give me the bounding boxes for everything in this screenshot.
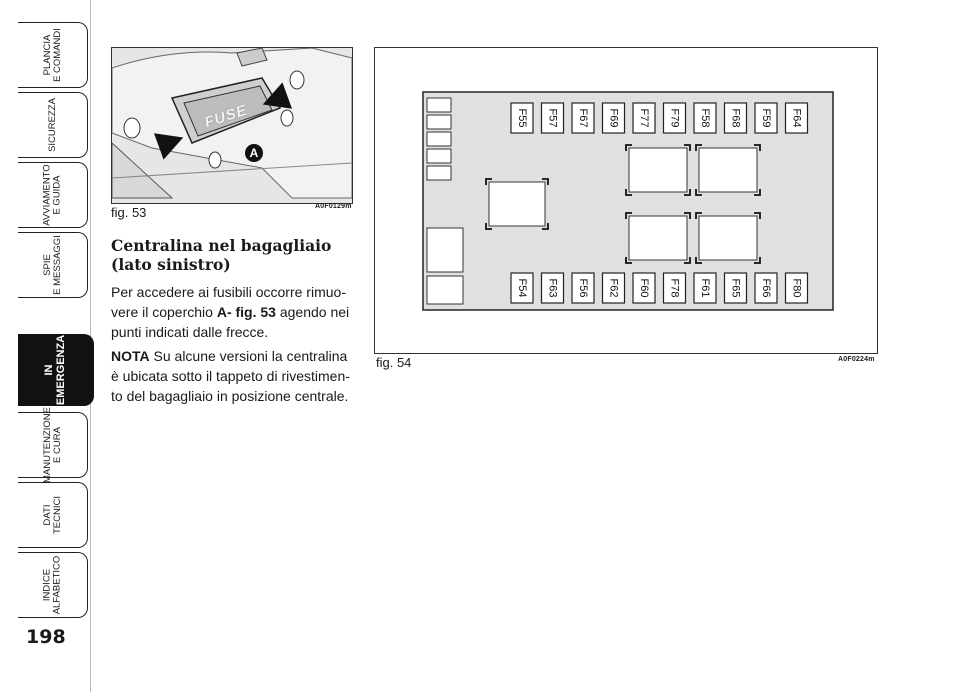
tab-label: MANUTENZIONE E CURA xyxy=(41,407,63,483)
fuse-label: F77 xyxy=(638,108,650,128)
fig54-code: A0F0224m xyxy=(838,356,875,363)
slot-cell xyxy=(427,166,451,180)
relay-socket xyxy=(696,145,760,195)
fuse-f65 xyxy=(725,273,747,303)
relay-socket xyxy=(486,179,548,229)
tab-indice-alfabetico[interactable] xyxy=(18,552,88,618)
large-slot-cell xyxy=(427,276,463,304)
page-number: 198 xyxy=(26,626,66,648)
tab-label: PLANCIA E COMANDI xyxy=(41,28,63,82)
fuse-label: F79 xyxy=(668,108,681,128)
tab-avviamento-e-guida[interactable] xyxy=(18,162,88,228)
fuse-label: F78 xyxy=(668,278,681,298)
fuse-label: F57 xyxy=(546,108,559,128)
fuse-f60 xyxy=(633,273,655,303)
fuse-label: F55 xyxy=(516,108,528,128)
tab-label: IN EMERGENZA xyxy=(43,334,68,406)
fuse-f62 xyxy=(603,273,625,303)
slot-cell xyxy=(427,98,451,112)
marker-a-badge: A xyxy=(245,144,263,162)
fuse-f58 xyxy=(694,103,716,133)
fuse-f56 xyxy=(572,273,594,303)
slot-cell xyxy=(427,149,451,163)
fuse-f66 xyxy=(755,273,777,303)
tab-label: SPIE E MESSAGGI xyxy=(41,235,63,295)
fuse-label: F63 xyxy=(546,278,559,298)
paragraph-text: Su alcune versioni la centralina è ubicata sotto il tappeto di rivestimen-to del bagagliaio in posizione centrale. xyxy=(111,348,350,404)
fuse-label: F61 xyxy=(699,278,711,298)
paragraph-text: agendo nei punti indicati dalle frecce. xyxy=(111,304,350,340)
fuse-label: F67 xyxy=(577,108,589,128)
large-slot-cell xyxy=(427,228,463,272)
paragraph-access xyxy=(111,282,356,342)
tab-sicurezza[interactable] xyxy=(18,92,88,158)
fuse-box-drawing xyxy=(375,48,877,353)
tab-dati-tecnici[interactable] xyxy=(18,482,88,548)
fuse-f57 xyxy=(542,103,564,133)
fuse-cover-label: FUSE xyxy=(202,101,250,132)
fig53-code: A0F0129m xyxy=(315,203,352,210)
fuse-f63 xyxy=(542,273,564,303)
relay-socket xyxy=(626,213,690,263)
fuse-f78 xyxy=(664,273,686,303)
fuse-label: F65 xyxy=(729,278,742,298)
fig53-illustration xyxy=(111,47,353,204)
fuse-label: F58 xyxy=(699,108,711,128)
fuse-f79 xyxy=(664,103,686,133)
section-heading: Centralina nel bagagliaio (lato sinistro) xyxy=(111,236,332,274)
chapter-tabs xyxy=(18,22,94,642)
fuse-f54 xyxy=(511,273,533,303)
fuse-f59 xyxy=(755,103,777,133)
fuse-label: F56 xyxy=(577,278,589,298)
fig54-fuse-box-diagram xyxy=(374,47,878,354)
tab-plancia-e-comandi[interactable] xyxy=(18,22,88,88)
fuse-f55 xyxy=(511,103,533,133)
tab-label: DATI TECNICI xyxy=(41,496,63,534)
fuse-label: F62 xyxy=(607,278,620,298)
slot-cell xyxy=(427,115,451,129)
fig54-caption: fig. 54 xyxy=(376,355,412,370)
fuse-label: F64 xyxy=(790,108,803,128)
tab-label: SICUREZZA xyxy=(46,98,58,152)
figure-reference: A- fig. 53 xyxy=(216,304,276,320)
tab-in-emergenza[interactable] xyxy=(18,334,94,406)
fig53-caption: fig. 53 xyxy=(111,205,147,220)
fuse-f69 xyxy=(603,103,625,133)
fuse-f68 xyxy=(725,103,747,133)
fuse-label: F68 xyxy=(729,108,742,128)
fuse-label: F59 xyxy=(760,108,772,128)
note-label: NOTA xyxy=(111,348,150,364)
fuse-label: F69 xyxy=(607,108,620,128)
fuse-label: F60 xyxy=(638,278,650,298)
fuse-label: F66 xyxy=(760,278,772,298)
tab-label: INDICE ALFABETICO xyxy=(41,555,63,615)
tab-spie-e-messaggi[interactable] xyxy=(18,232,88,298)
relay-socket xyxy=(696,213,760,263)
fuse-label: F54 xyxy=(516,278,528,298)
paragraph-text: Per accedere ai fusibili occorre rimuo-vere il coperchio xyxy=(111,284,346,320)
paragraph-note xyxy=(111,346,356,406)
fuse-f77 xyxy=(633,103,655,133)
slot-cell xyxy=(427,132,451,146)
fuse-f64 xyxy=(786,103,808,133)
tab-label: AVVIAMENTO E GUIDA xyxy=(41,164,63,226)
tab-manutenzione-e-cura[interactable] xyxy=(18,407,88,483)
fuse-f67 xyxy=(572,103,594,133)
fuse-label: F80 xyxy=(790,278,803,298)
fuse-f80 xyxy=(786,273,808,303)
relay-socket xyxy=(626,145,690,195)
fuse-cover-drawing xyxy=(112,48,352,203)
fuse-f61 xyxy=(694,273,716,303)
